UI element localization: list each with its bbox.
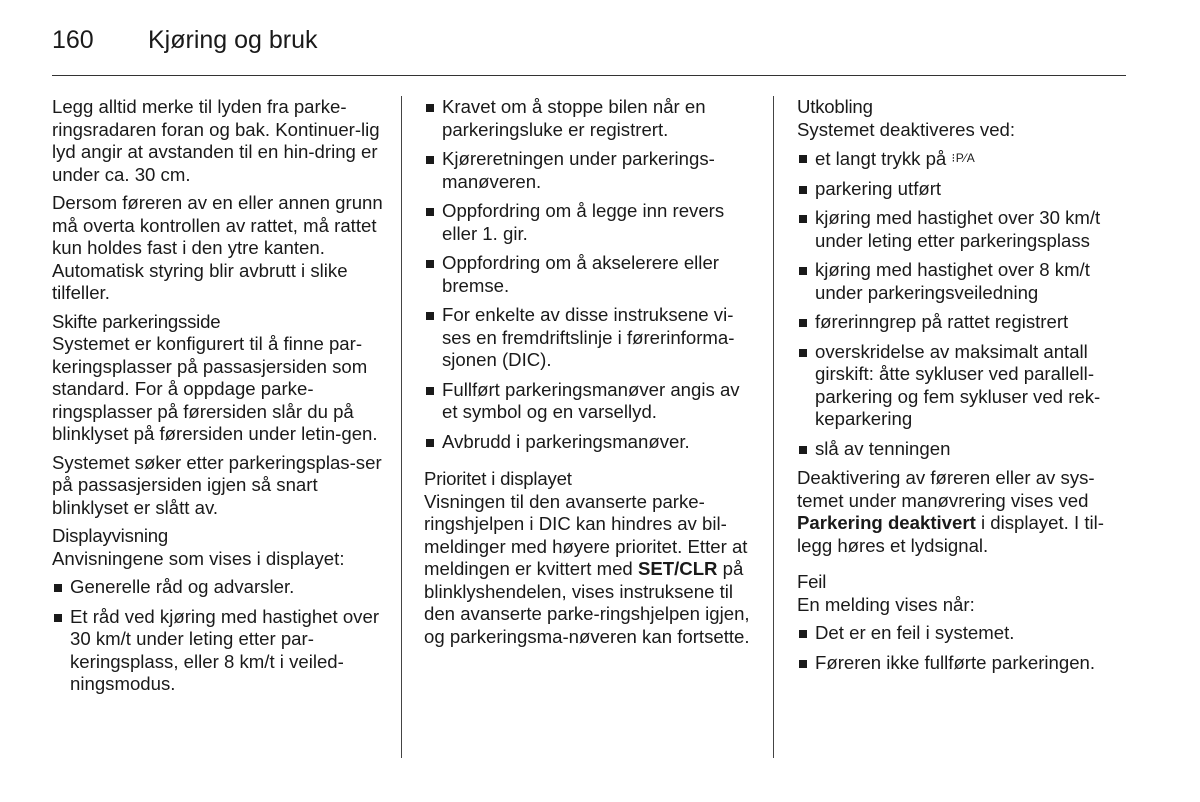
paragraph: [797, 467, 1127, 557]
list-item: Oppfordring om å akselerere eller bremse.: [424, 252, 758, 297]
heading-prioritet-i-displayet: Prioritet i displayet: [424, 468, 572, 489]
column-2: [424, 96, 758, 654]
heading-displayvisning: Displayvisning: [52, 525, 169, 546]
parkering-deaktivert-label: Parkering deaktivert: [797, 512, 976, 533]
heading-skifte-parkeringsside: Skifte parkeringsside: [52, 310, 221, 332]
paragraph: [424, 491, 758, 649]
list-item: kjøring med hastighet over 30 km/t under leting etter parkeringsplass: [797, 207, 1127, 252]
text-span: Visningen til den avanserte parke-ringshjelpen i DIC kan hindres av bil-meldinger med høyere prioritet. Etter at meldingen er kvittert med: [424, 490, 748, 579]
column-3: [797, 96, 1127, 681]
list-item: Kjøreretningen under parkerings-manøveren.: [424, 148, 758, 193]
list-item: parkering utført: [797, 178, 1127, 201]
list-item: Et råd ved kjøring med hastighet over 30 km/t under leting etter par-keringsplass, eller 8 km/t i veiled-ningsmodus.: [52, 606, 387, 696]
list-item: Det er en feil i systemet.: [797, 622, 1127, 645]
page-number: 160: [52, 26, 94, 54]
list-item: Generelle råd og advarsler.: [52, 576, 387, 599]
list-item: slå av tenningen: [797, 438, 1127, 461]
list-item: overskridelse av maksimalt antall girskift: åtte sykluser ved parallell-parkering og fem sykluser ved rek-keparkering: [797, 341, 1127, 431]
list-item: For enkelte av disse instruksene vi-ses en fremdriftslinje i førerinforma-sjonen (DIC).: [424, 304, 758, 372]
paragraph: Systemet er konfigurert til å finne par-keringsplasser på passasjersiden som standard. For å oppdage parke-ringsplasser på førersiden slår du på blinklyset på førersiden under letin-gen.: [52, 333, 378, 444]
paragraph: Legg alltid merke til lyden fra parke-ringsradaren foran og bak. Kontinuer-lig lyd angir at avstanden til en hin-dring er under ca. 30 cm.: [52, 96, 380, 185]
bullet-list: [797, 622, 1127, 674]
paragraph: En melding vises når:: [797, 593, 975, 615]
list-item: Avbrudd i parkeringsmanøver.: [424, 431, 758, 454]
bullet-list: [52, 576, 387, 696]
set-clr-label: SET/CLR: [637, 558, 718, 579]
list-item: Føreren ikke fullførte parkeringen.: [797, 652, 1127, 675]
list-item: Oppfordring om å legge inn revers eller 1. gir.: [424, 200, 758, 245]
header-divider: [52, 75, 1126, 76]
list-item: kjøring med hastighet over 8 km/t under parkeringsveiledning: [797, 259, 1127, 304]
text-span: Deaktivering av føreren eller av sys-temet under manøvrering vises ved: [797, 467, 1095, 511]
list-item: Kravet om å stoppe bilen når en parkeringsluke er registrert.: [424, 96, 758, 141]
column-divider-2: [773, 96, 774, 758]
paragraph: Systemet deaktiveres ved:: [797, 118, 1016, 140]
park-assist-icon: ⁝P⁄A: [951, 151, 976, 165]
heading-feil: Feil: [797, 571, 827, 592]
paragraph: Anvisningene som vises i displayet:: [52, 547, 345, 569]
heading-utkobling: Utkobling: [797, 96, 873, 117]
paragraph: Dersom føreren av en eller annen grunn må overta kontrollen av rattet, må rattet kun holdes fast i den ytre kanten. Automatisk styring blir avbrutt i slike tilfeller.: [52, 192, 383, 303]
bullet-list: [797, 147, 1127, 460]
text-span: et langt trykk på: [815, 148, 947, 169]
list-item: Fullført parkeringsmanøver angis av et symbol og en varsellyd.: [424, 379, 758, 424]
list-item: førerinngrep på rattet registrert: [797, 311, 1127, 334]
bullet-list: [424, 96, 758, 453]
list-item: [797, 147, 1127, 171]
column-1: [52, 96, 387, 703]
column-divider-1: [401, 96, 402, 758]
text-span: i displayet. I til-legg høres et lydsignal.: [797, 512, 1104, 556]
text-span: på blinklyshendelen, vises instruksene til den avanserte parke-ringshjelpen igjen, og parkeringsma-nøveren kan fortsette.: [424, 558, 750, 647]
section-title: Kjøring og bruk: [148, 26, 318, 54]
page-header: [52, 22, 1126, 76]
paragraph: Systemet søker etter parkeringsplas-ser på passasjersiden igjen så snart blinklyset er slått av.: [52, 451, 382, 518]
